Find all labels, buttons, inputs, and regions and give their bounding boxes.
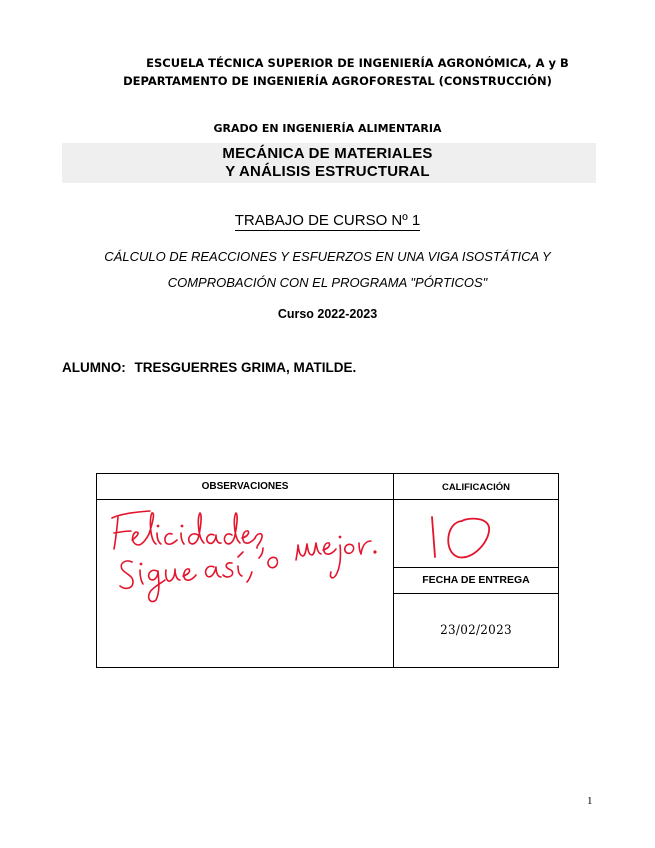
- work-title-text: TRABAJO DE CURSO Nº 1: [234, 212, 421, 229]
- department-name: DEPARTAMENTO DE INGENIERÍA AGROFORESTAL (CONSTRUCCIÓN): [123, 74, 552, 88]
- subject-title-line1: MECÁNICA DE MATERIALES: [222, 145, 433, 162]
- student-label: ALUMNO:: [62, 360, 126, 375]
- work-description-line2: COMPROBACIÓN CON EL PROGRAMA "PÓRTICOS": [167, 275, 488, 290]
- delivery-date-header: FECHA DE ENTREGA: [422, 574, 530, 586]
- page-number: 1: [587, 795, 593, 807]
- academic-year: Curso 2022-2023: [277, 307, 378, 321]
- handwritten-note-line1: [112, 511, 263, 558]
- delivery-date-value: 23/02/2023: [440, 623, 512, 638]
- grade-header: CALIFICACIÓN: [441, 482, 511, 493]
- observations-header: OBSERVACIONES: [201, 481, 289, 492]
- degree-name: GRADO EN INGENIERÍA ALIMENTARIA: [213, 122, 442, 135]
- handwritten-note-line2: [120, 536, 376, 601]
- school-name: ESCUELA TÉCNICA SUPERIOR DE INGENIERÍA AGRONÓMICA, A y B: [146, 56, 569, 70]
- subject-title-line2: Y ANÁLISIS ESTRUCTURAL: [225, 163, 430, 180]
- work-description-line1: CÁLCULO DE REACCIONES Y ESFUERZOS EN UNA VIGA ISOSTÁTICA Y: [104, 249, 551, 264]
- student-name: TRESGUERRES GRIMA, MATILDE.: [134, 360, 357, 375]
- handwritten-grade: [432, 517, 489, 557]
